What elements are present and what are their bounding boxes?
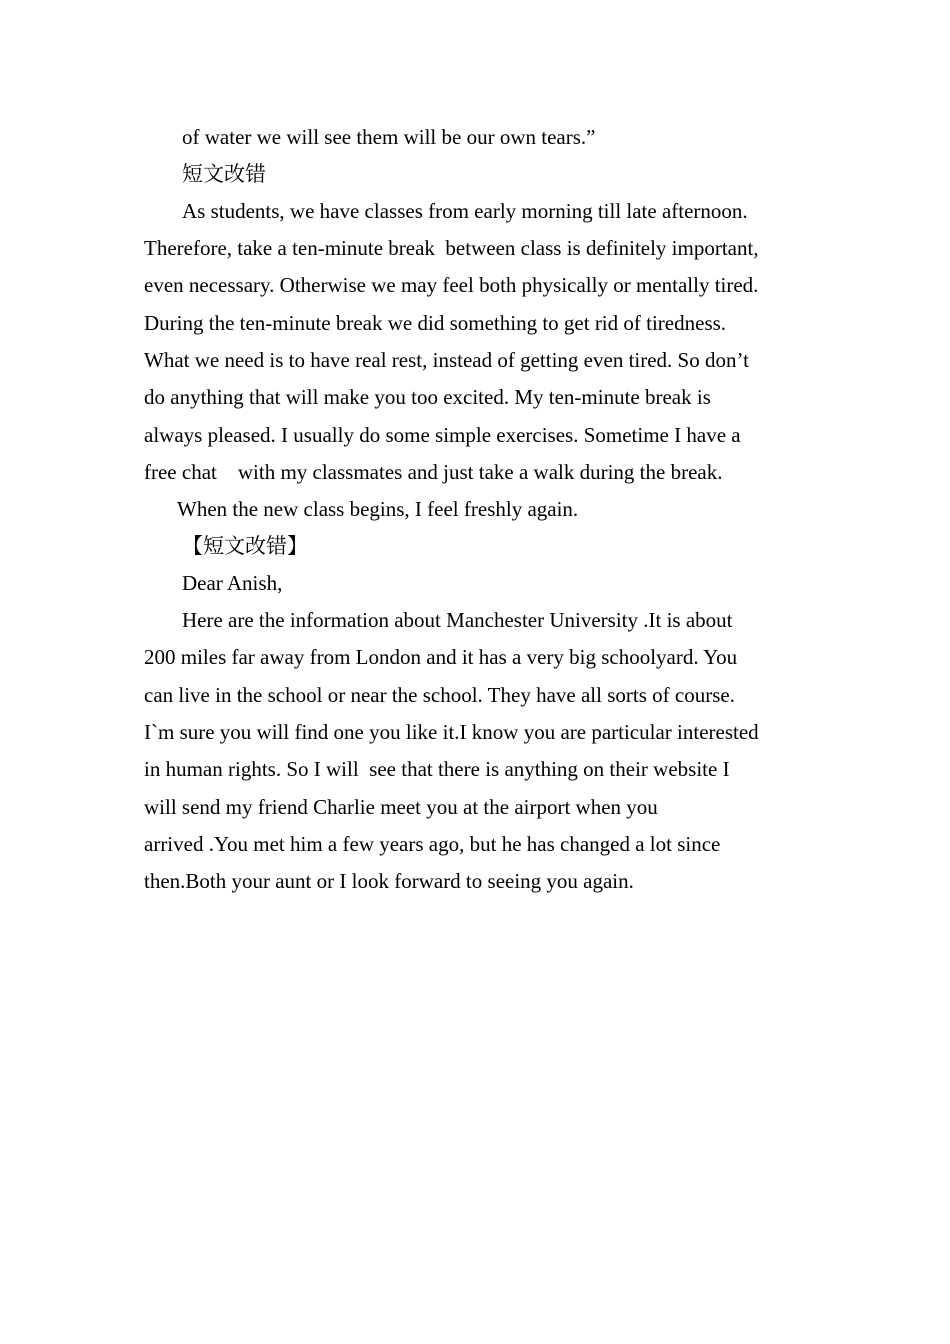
passage-line: Therefore, take a ten-minute break between class is definitely important,	[144, 236, 759, 260]
passage-line: As students, we have classes from early morning till late afternoon.	[182, 199, 748, 223]
letter-line: I`m sure you will find one you like it.I know you are particular interested	[144, 720, 759, 744]
letter-greeting: Dear Anish,	[182, 571, 283, 595]
section-heading-bracketed: 【短文改错】	[182, 534, 308, 558]
letter-line: can live in the school or near the school. They have all sorts of course.	[144, 683, 735, 707]
section-heading: 短文改错	[182, 162, 266, 186]
passage-line: even necessary. Otherwise we may feel both physically or mentally tired.	[144, 273, 759, 297]
letter-line: 200 miles far away from London and it has a very big schoolyard. You	[144, 645, 738, 669]
intro-line: of water we will see them will be our own tears.”	[182, 125, 596, 149]
letter-line: in human rights. So I will see that there is anything on their website I	[144, 757, 730, 781]
letter-line: arrived .You met him a few years ago, but he has changed a lot since	[144, 832, 721, 856]
letter-line: will send my friend Charlie meet you at the airport when you	[144, 795, 658, 819]
passage-line: When the new class begins, I feel freshly again.	[177, 497, 579, 521]
passage-line: free chat with my classmates and just take a walk during the break.	[144, 460, 723, 484]
passage-line: During the ten-minute break we did something to get rid of tiredness.	[144, 311, 727, 335]
letter-line: Here are the information about Manchester University .It is about	[182, 608, 733, 632]
passage-line: do anything that will make you too excited. My ten-minute break is	[144, 385, 711, 409]
passage-line: always pleased. I usually do some simple exercises. Sometime I have a	[144, 423, 741, 447]
passage-line: What we need is to have real rest, instead of getting even tired. So don’t	[144, 348, 749, 372]
letter-line: then.Both your aunt or I look forward to seeing you again.	[144, 869, 634, 893]
